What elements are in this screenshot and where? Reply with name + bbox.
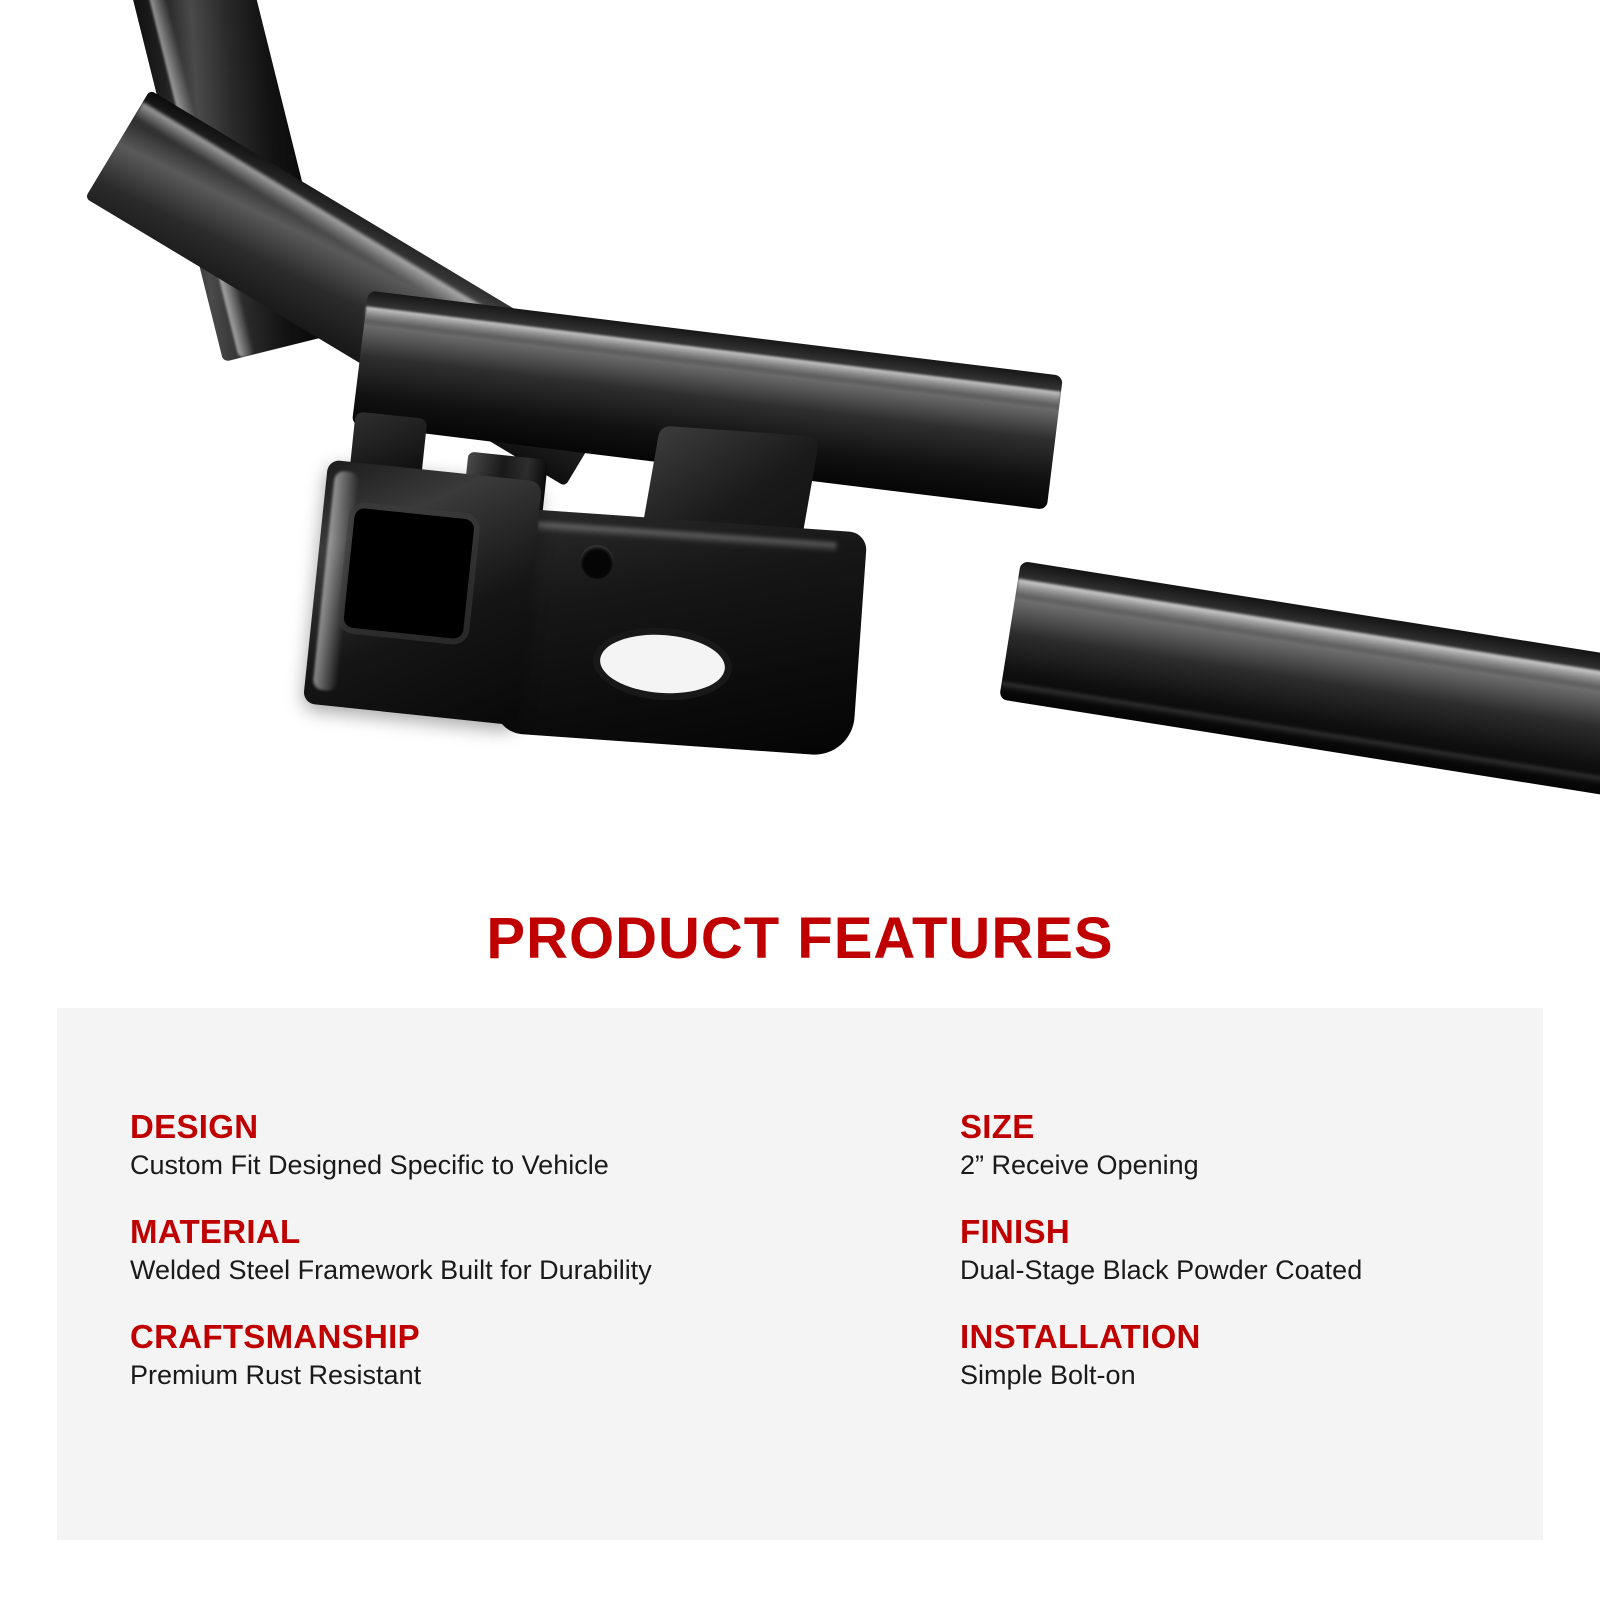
hitch-right-arm	[999, 561, 1600, 799]
feature-label: FINISH	[960, 1213, 1070, 1250]
hitch-right-arm-lower-highlight	[1001, 681, 1600, 789]
hitch-receiver-box	[303, 459, 542, 725]
hitch-receiver-opening	[343, 508, 475, 640]
feature-item-material	[130, 1215, 960, 1320]
hitch-cross-tube-highlight	[365, 306, 1061, 405]
hitch-mounting-plate	[493, 508, 868, 758]
feature-label: INSTALLATION	[960, 1318, 1201, 1355]
feature-value: Premium Rust Resistant	[130, 1360, 422, 1390]
hitch-pin-hole	[580, 545, 614, 579]
feature-label: MATERIAL	[130, 1213, 301, 1250]
feature-label: DESIGN	[130, 1108, 259, 1145]
features-grid	[130, 1110, 1510, 1425]
feature-value: Custom Fit Designed Specific to Vehicle	[130, 1150, 609, 1180]
page-title: PRODUCT FEATURES	[486, 906, 1114, 971]
feature-item-size	[960, 1110, 1510, 1215]
feature-item-craftsmanship	[130, 1320, 960, 1425]
feature-item-finish	[960, 1215, 1510, 1320]
feature-label: CRAFTSMANSHIP	[130, 1318, 420, 1355]
feature-item-design	[130, 1110, 960, 1215]
feature-label: SIZE	[960, 1108, 1035, 1145]
feature-value: Simple Bolt-on	[960, 1360, 1136, 1390]
feature-value: 2” Receive Opening	[960, 1150, 1199, 1180]
feature-value: Dual-Stage Black Powder Coated	[960, 1255, 1363, 1285]
feature-item-installation	[960, 1320, 1510, 1425]
hitch-right-arm-highlight	[1016, 579, 1600, 695]
feature-value: Welded Steel Framework Built for Durability	[130, 1255, 652, 1285]
